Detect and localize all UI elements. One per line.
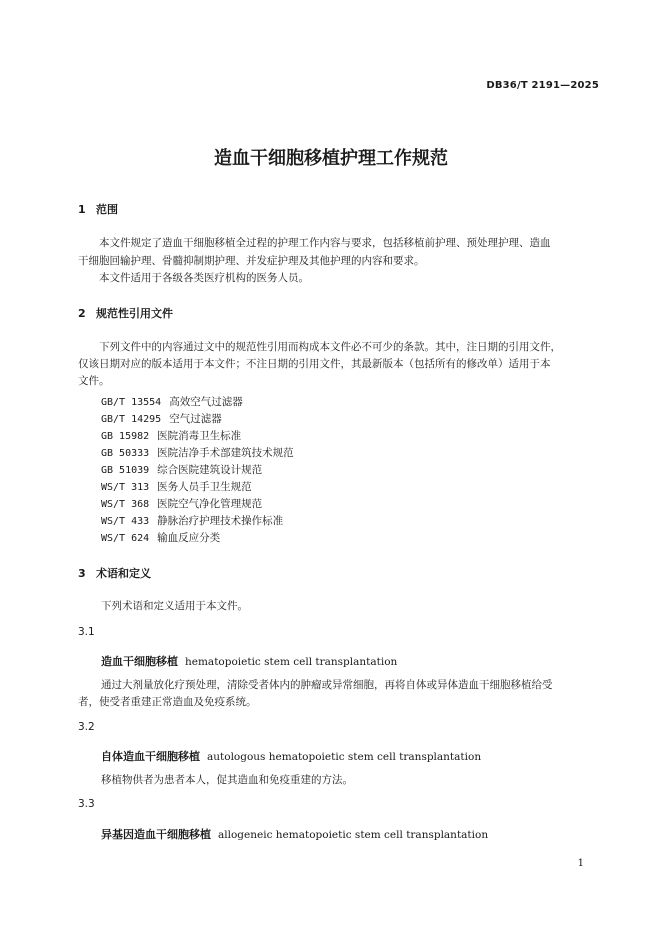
reference-code: GB/T 13554 (101, 397, 162, 408)
section-title: 规范性引用文件 (96, 307, 173, 320)
reference-code: GB 51039 (101, 465, 150, 476)
reference-name: 综合医院建筑设计规范 (157, 464, 263, 476)
reference-name: 医院空气净化管理规范 (157, 498, 263, 510)
definition-line: 者，使受者重建正常造血及免疫系统。 (78, 696, 257, 708)
paragraph-line: 文件。 (78, 375, 110, 387)
paragraph-line: 下列术语和定义适用于本文件。 (101, 600, 248, 612)
section-3-heading (78, 565, 151, 581)
term-english: hematopoietic stem cell transplantation (185, 656, 398, 668)
term-entry (101, 823, 488, 842)
reference-name: 输血反应分类 (157, 532, 221, 544)
section-number: 2 (78, 307, 86, 320)
reference-name: 空气过滤器 (169, 413, 222, 425)
reference-code: WS/T 433 (101, 516, 150, 527)
section-1-heading (78, 201, 118, 217)
definition-line: 移植物供者为患者本人，促其造血和免疫重建的方法。 (101, 774, 353, 786)
reference-name: 医院洁净手术部建筑技术规范 (157, 447, 294, 459)
term-english: allogeneic hematopoietic stem cell transplantation (218, 829, 489, 841)
section-number: 3 (78, 567, 86, 580)
term-entry (101, 745, 481, 764)
paragraph-line: 本文件规定了造血干细胞移植全过程的护理工作内容与要求，包括移植前护理、预处理护理、造血 (99, 237, 551, 249)
term-number: 3.3 (78, 798, 95, 810)
definition-line: 通过大剂量放化疗预处理，清除受者体内的肿瘤或异常细胞，再将自体或异体造血干细胞移植给受 (101, 679, 553, 691)
paragraph-line: 本文件适用于各级各类医疗机构的医务人员。 (99, 272, 309, 284)
reference-code: GB 50333 (101, 448, 150, 459)
reference-item (101, 526, 220, 545)
paragraph-line: 下列文件中的内容通过文中的规范性引用而构成本文件必不可少的条款。其中，注日期的引用文件， (99, 341, 561, 353)
reference-code: GB 15982 (101, 431, 150, 442)
document-title: 造血干细胞移植护理工作规范 (214, 148, 448, 169)
reference-code: WS/T 368 (101, 499, 150, 510)
section-number: 1 (78, 203, 86, 216)
page-number: 1 (577, 858, 584, 869)
reference-name: 高效空气过滤器 (169, 396, 243, 408)
term-entry (101, 650, 397, 669)
section-title: 范围 (96, 203, 118, 216)
standard-code: DB36/T 2191—2025 (486, 80, 599, 91)
term-chinese: 异基因造血干细胞移植 (101, 828, 211, 841)
reference-name: 医务人员手卫生规范 (157, 481, 252, 493)
reference-name: 医院消毒卫生标准 (157, 430, 242, 442)
term-english: autologous hematopoietic stem cell transplantation (207, 751, 482, 763)
reference-code: WS/T 624 (101, 533, 150, 544)
reference-code: WS/T 313 (101, 482, 150, 493)
reference-code: GB/T 14295 (101, 414, 162, 425)
term-chinese: 造血干细胞移植 (101, 655, 178, 668)
term-chinese: 自体造血干细胞移植 (101, 750, 200, 763)
reference-name: 静脉治疗护理技术操作标准 (157, 515, 284, 527)
paragraph-line: 仅该日期对应的版本适用于本文件；不注日期的引用文件，其最新版本（包括所有的修改单）适用于本 (78, 358, 551, 370)
term-number: 3.2 (78, 721, 95, 733)
section-title: 术语和定义 (96, 567, 151, 580)
paragraph-line: 干细胞回输护理、骨髓抑制期护理、并发症护理及其他护理的内容和要求。 (78, 255, 425, 267)
term-number: 3.1 (78, 626, 95, 638)
section-2-heading (78, 305, 173, 321)
